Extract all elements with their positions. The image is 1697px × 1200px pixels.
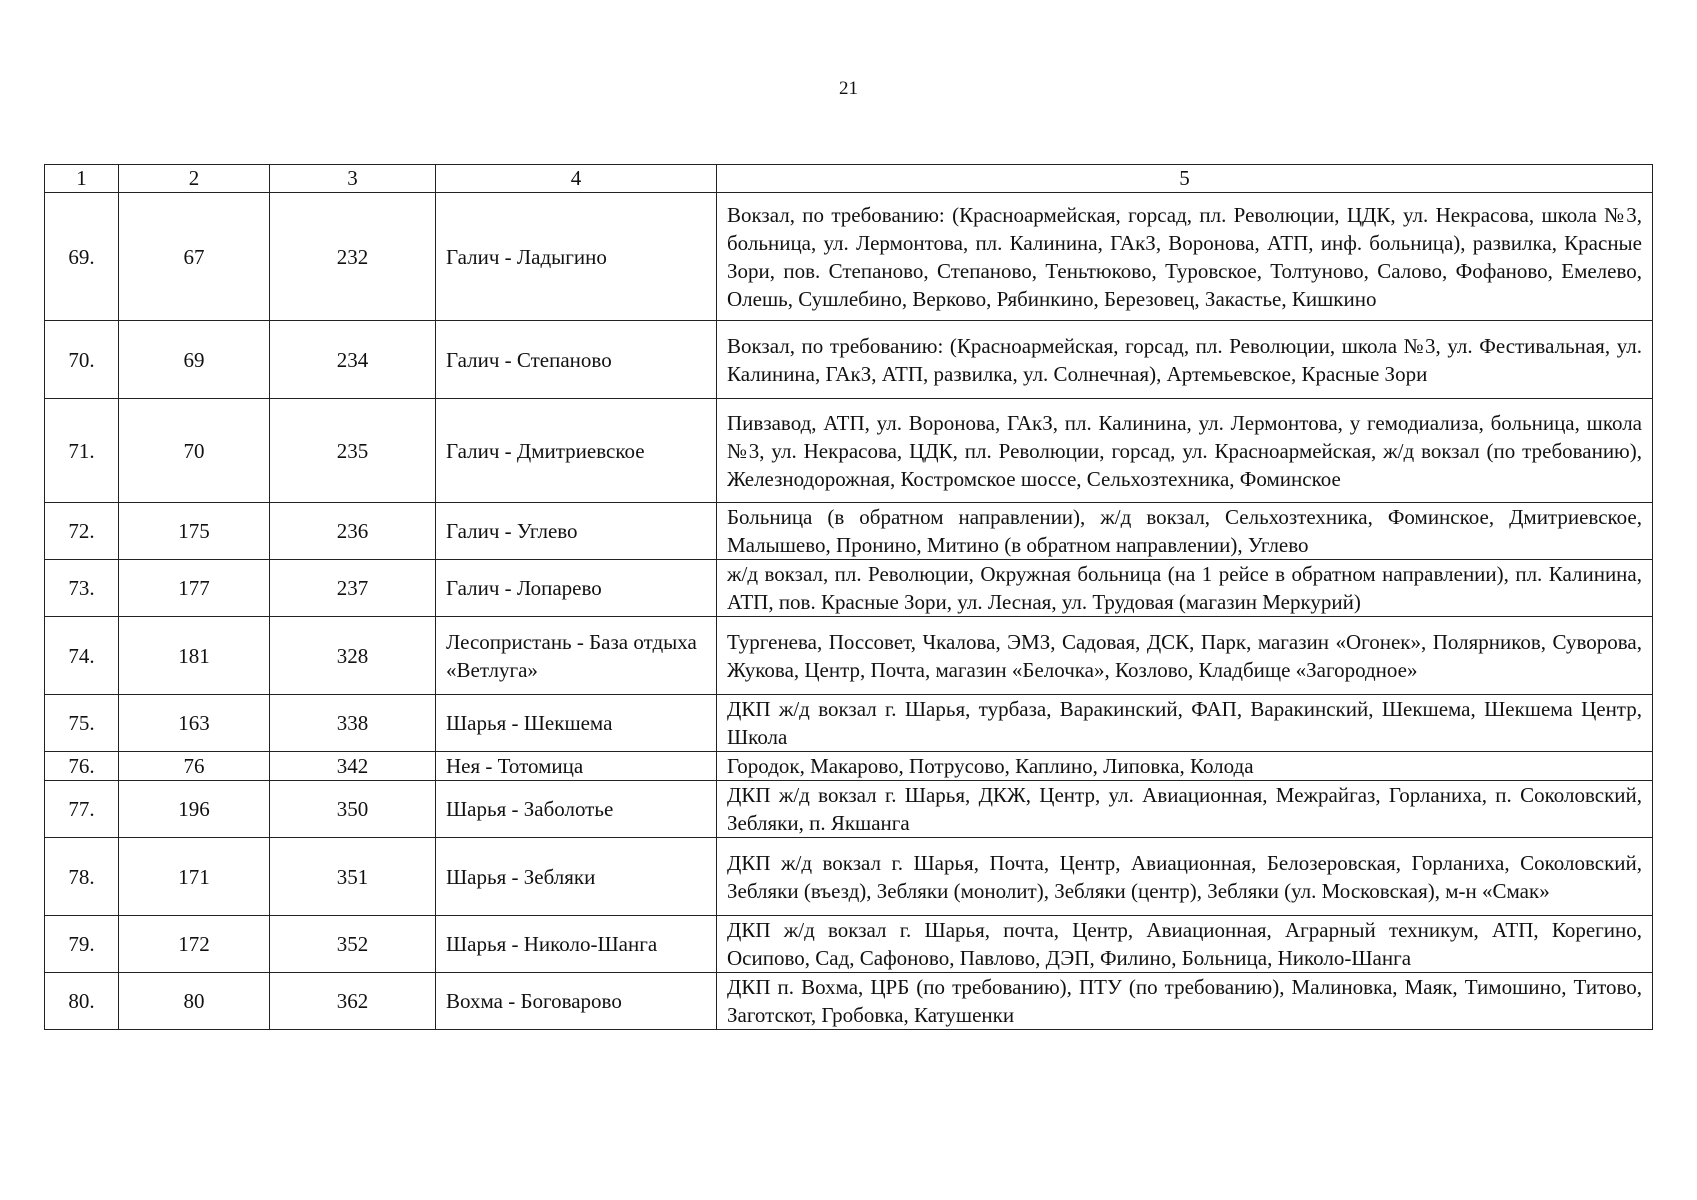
row-number: 80. — [45, 973, 119, 1030]
registry-number: 235 — [270, 399, 436, 503]
route-name: Шарья - Зебляки — [436, 838, 717, 916]
row-number: 78. — [45, 838, 119, 916]
route-stops: Городок, Макарово, Потрусово, Каплино, Липовка, Колода — [717, 752, 1653, 781]
route-name: Шарья - Николо-Шанга — [436, 916, 717, 973]
row-number: 71. — [45, 399, 119, 503]
table-row — [45, 781, 1653, 838]
row-number: 79. — [45, 916, 119, 973]
route-name: Вохма - Боговарово — [436, 973, 717, 1030]
route-code: 175 — [119, 503, 270, 560]
row-number: 75. — [45, 695, 119, 752]
table-row — [45, 916, 1653, 973]
route-stops: Тургенева, Поссовет, Чкалова, ЭМЗ, Садовая, ДСК, Парк, магазин «Огонек», Полярников, Суворова, Жукова, Центр, Почта, магазин «Белочка», Козлово, Кладбище «Загородное» — [717, 617, 1653, 695]
table-row — [45, 399, 1653, 503]
route-name: Нея - Тотомица — [436, 752, 717, 781]
route-stops: Вокзал, по требованию: (Красноармейская, горсад, пл. Революции, школа №3, ул. Фестивальная, ул. Калинина, ГАкЗ, АТП, развилка, ул. Солнечная), Артемьевское, Красные Зори — [717, 321, 1653, 399]
row-number: 72. — [45, 503, 119, 560]
registry-number: 351 — [270, 838, 436, 916]
column-header-1: 1 — [45, 165, 119, 193]
route-stops: ДКП ж/д вокзал г. Шарья, Почта, Центр, Авиационная, Белозеровская, Горланиха, Соколовский, Зебляки (въезд), Зебляки (монолит), Зебляки (центр), Зебляки (ул. Московская), м-н «Смак» — [717, 838, 1653, 916]
route-code: 196 — [119, 781, 270, 838]
row-number: 74. — [45, 617, 119, 695]
row-number: 76. — [45, 752, 119, 781]
column-header-5: 5 — [717, 165, 1653, 193]
route-stops: ДКП ж/д вокзал г. Шарья, почта, Центр, Авиационная, Аграрный техникум, АТП, Корегино, Осипово, Сад, Сафоново, Павлово, ДЭП, Филино, Больница, Николо-Шанга — [717, 916, 1653, 973]
registry-number: 338 — [270, 695, 436, 752]
column-header-3: 3 — [270, 165, 436, 193]
column-header-2: 2 — [119, 165, 270, 193]
registry-number: 237 — [270, 560, 436, 617]
route-stops: Больница (в обратном направлении), ж/д вокзал, Сельхозтехника, Фоминское, Дмитриевское, Малышево, Пронино, Митино (в обратном направлении), Углево — [717, 503, 1653, 560]
route-stops: ДКП ж/д вокзал г. Шарья, ДКЖ, Центр, ул. Авиационная, Межрайгаз, Горланиха, п. Соколовский, Зебляки, п. Якшанга — [717, 781, 1653, 838]
route-name: Лесопристань - База отдыха «Ветлуга» — [436, 617, 717, 695]
header-row — [45, 165, 1653, 193]
route-code: 171 — [119, 838, 270, 916]
registry-number: 362 — [270, 973, 436, 1030]
registry-number: 328 — [270, 617, 436, 695]
registry-number: 232 — [270, 193, 436, 321]
route-name: Галич - Ладыгино — [436, 193, 717, 321]
route-code: 70 — [119, 399, 270, 503]
registry-number: 236 — [270, 503, 436, 560]
route-code: 76 — [119, 752, 270, 781]
route-stops: ДКП ж/д вокзал г. Шарья, турбаза, Варакинский, ФАП, Варакинский, Шекшема, Шекшема Центр, Школа — [717, 695, 1653, 752]
table-row — [45, 617, 1653, 695]
route-code: 177 — [119, 560, 270, 617]
row-number: 73. — [45, 560, 119, 617]
route-name: Галич - Степаново — [436, 321, 717, 399]
route-code: 163 — [119, 695, 270, 752]
route-stops: ж/д вокзал, пл. Революции, Окружная больница (на 1 рейсе в обратном направлении), пл. Калинина, АТП, пов. Красные Зори, ул. Лесная, ул. Трудовая (магазин Меркурий) — [717, 560, 1653, 617]
route-code: 67 — [119, 193, 270, 321]
table-row — [45, 503, 1653, 560]
route-code: 80 — [119, 973, 270, 1030]
table-row — [45, 193, 1653, 321]
row-number: 69. — [45, 193, 119, 321]
registry-number: 342 — [270, 752, 436, 781]
route-code: 172 — [119, 916, 270, 973]
route-name: Галич - Дмитриевское — [436, 399, 717, 503]
table-row — [45, 838, 1653, 916]
row-number: 77. — [45, 781, 119, 838]
route-name: Галич - Лопарево — [436, 560, 717, 617]
route-name: Шарья - Шекшема — [436, 695, 717, 752]
route-name: Галич - Углево — [436, 503, 717, 560]
registry-number: 234 — [270, 321, 436, 399]
route-stops: Вокзал, по требованию: (Красноармейская, горсад, пл. Революции, ЦДК, ул. Некрасова, школа №3, больница, ул. Лермонтова, пл. Калинина, ГАкЗ, Воронова, АТП, инф. больница), развилка, Красные Зори, пов. Степаново, Степаново, Теньтюково, Туровское, Толтуново, Салово, Фофаново, Емелево, Олешь, Сушлебино, Верково, Рябинкино, Березовец, Закастье, Кишкино — [717, 193, 1653, 321]
route-code: 69 — [119, 321, 270, 399]
route-stops: ДКП п. Вохма, ЦРБ (по требованию), ПТУ (по требованию), Малиновка, Маяк, Тимошино, Титово, Заготскот, Гробовка, Катушенки — [717, 973, 1653, 1030]
page-number: 21 — [839, 78, 858, 99]
route-stops: Пивзавод, АТП, ул. Воронова, ГАкЗ, пл. Калинина, ул. Лермонтова, у гемодиализа, больница, школа №3, ул. Некрасова, ЦДК, пл. Революции, горсад, ул. Красноармейская, ж/д вокзал (по требованию), Железнодорожная, Костромское шоссе, Сельхозтехника, Фоминское — [717, 399, 1653, 503]
route-name: Шарья - Заболотье — [436, 781, 717, 838]
table-row — [45, 973, 1653, 1030]
table-row — [45, 560, 1653, 617]
registry-number: 350 — [270, 781, 436, 838]
table-row — [45, 695, 1653, 752]
column-header-4: 4 — [436, 165, 717, 193]
routes-table — [44, 164, 1653, 1030]
table-row — [45, 752, 1653, 781]
registry-number: 352 — [270, 916, 436, 973]
row-number: 70. — [45, 321, 119, 399]
table-row — [45, 321, 1653, 399]
route-code: 181 — [119, 617, 270, 695]
